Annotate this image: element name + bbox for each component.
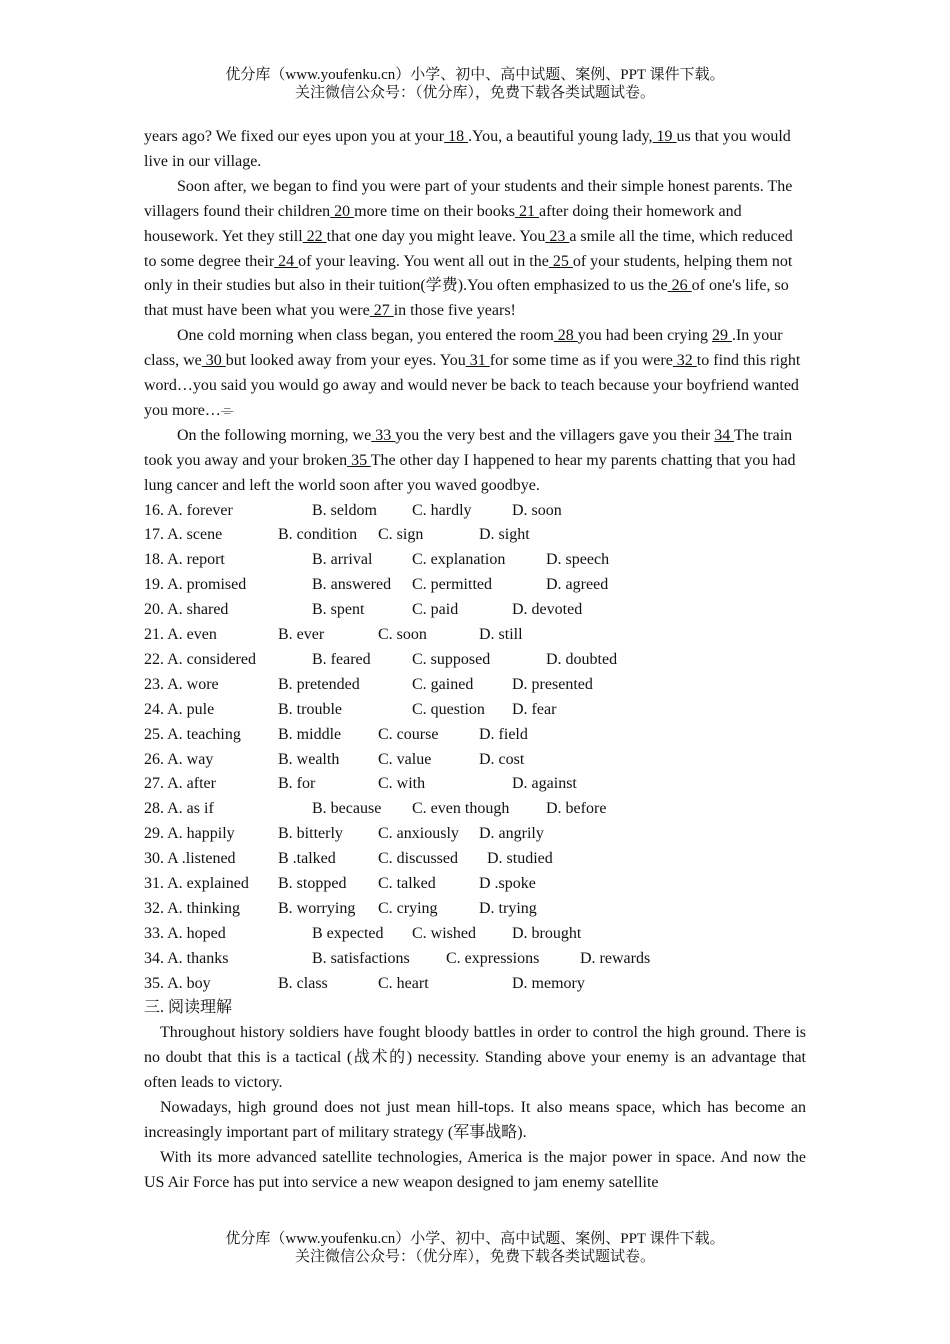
text: On the following morning, we: [177, 426, 372, 444]
text: The other day I happened to hear my parents chatting that you had lung cancer and left the world soon after you waved goodbye.: [144, 451, 796, 494]
option-row: [144, 872, 806, 897]
option-b: B. class: [278, 974, 328, 992]
option-b: B. satisfactions: [312, 949, 410, 967]
option-c: C. paid: [412, 601, 459, 619]
text: The train took you away and your broken: [144, 426, 793, 469]
option-b: B. stopped: [278, 874, 347, 892]
option-row: [144, 573, 806, 598]
option-d: D. angrily: [479, 825, 544, 843]
option-c: C. discussed: [378, 850, 458, 868]
page-footer: [0, 1230, 950, 1266]
text: in those five years!: [393, 302, 516, 320]
option-c: C. permitted: [412, 576, 492, 594]
document-body: [144, 125, 806, 1196]
option-a: 28. A. as if: [144, 800, 214, 818]
reading-paragraph-2: Nowadays, high ground does not just mean hill-tops. It also means space, which has become an increasingly important part of military strategy (军事战略).: [144, 1099, 806, 1141]
text: of one's life, so that must have been what you were: [144, 277, 789, 320]
option-row: [144, 972, 806, 997]
option-d: D. speech: [546, 551, 610, 569]
header-line-2: 关注微信公众号：（优分库），免费下载各类试题试卷。: [294, 85, 655, 101]
option-b: B. middle: [278, 725, 342, 743]
blank-28: 28: [553, 327, 578, 345]
option-b: B expected: [312, 924, 384, 942]
text: but looked away from your eyes. You: [225, 352, 466, 370]
blank-18: 18: [444, 128, 469, 145]
blank-32: 32: [672, 352, 697, 370]
option-d: D. doubted: [546, 650, 618, 668]
blank-24: 24: [274, 252, 299, 270]
option-a: 25. A. teaching: [144, 725, 241, 743]
option-b: B. seldom: [312, 501, 377, 519]
option-row: [144, 723, 806, 748]
option-d: D. soon: [512, 501, 562, 519]
option-b: B. wealth: [278, 750, 340, 768]
text: more time on their books: [354, 202, 516, 220]
option-c: C. crying: [378, 899, 438, 917]
text: us that you would live in our village.: [144, 128, 791, 170]
option-c: C. explanation: [412, 551, 506, 569]
option-d: D. trying: [479, 899, 537, 917]
text: years ago? We fixed our eyes upon you at your: [144, 128, 445, 145]
blank-20: 20: [330, 202, 355, 220]
text: of your students, helping them not only in their studies but also in their tuition(学费).You often emphasized to us the: [144, 252, 793, 295]
text: a smile all the time, which reduced to some degree their: [144, 227, 793, 270]
option-c: C. supposed: [412, 650, 491, 668]
text: for some time as if you were: [489, 352, 673, 370]
option-a: 34. A. thanks: [144, 949, 229, 967]
option-c: C. with: [378, 775, 426, 793]
blank-23: 23: [545, 227, 570, 245]
option-a: 31. A. explained: [144, 874, 249, 892]
option-row: [144, 847, 806, 872]
option-row: [144, 523, 806, 548]
option-b: B. pretended: [278, 675, 360, 693]
blank-26: 26: [667, 277, 692, 295]
option-a: 27. A. after: [144, 775, 216, 793]
option-c: C. soon: [378, 626, 427, 644]
option-a: 24. A. pule: [144, 700, 215, 718]
option-d: D. presented: [512, 675, 593, 693]
option-b: B. ever: [278, 626, 325, 644]
blank-19: 19: [652, 128, 677, 145]
blank-25: 25: [548, 252, 573, 270]
option-b: B. because: [312, 800, 382, 818]
option-a: 26. A. way: [144, 750, 214, 768]
text: that one day you might leave. You: [326, 227, 546, 245]
blank-35: 35: [347, 451, 371, 469]
option-row: [144, 947, 806, 972]
option-a: 23. A. wore: [144, 675, 219, 693]
option-b: B. worrying: [278, 899, 356, 917]
option-a: 30. A .listened: [144, 850, 236, 868]
option-d: D. cost: [479, 750, 525, 768]
reading-paragraph-3: With its more advanced satellite technologies, America is the major power in space. And now the US Air Force has put into service a new weapon designed to jam enemy satellite: [144, 1148, 806, 1191]
option-row: [144, 772, 806, 797]
option-a: 20. A. shared: [144, 601, 229, 619]
option-b: B. spent: [312, 601, 365, 619]
option-c: C. even though: [412, 800, 510, 818]
option-c: C. value: [378, 750, 432, 768]
option-row: [144, 598, 806, 623]
option-d: D. fear: [512, 700, 557, 718]
option-c: C. question: [412, 700, 485, 718]
passage-paragraph-1: [144, 125, 806, 175]
text: One cold morning when class began, you entered the room: [177, 327, 554, 345]
blank-21: 21: [515, 202, 540, 220]
text: .In your class, we: [144, 327, 783, 370]
option-b: B. condition: [278, 526, 358, 544]
option-b: B. arrival: [312, 551, 373, 569]
text: to find this right word…you said you would go away and would never be back to teach because your boyfriend wanted you more…⌯: [144, 352, 801, 419]
option-a: 18. A. report: [144, 551, 225, 569]
option-a: 35. A. boy: [144, 974, 211, 992]
passage-paragraph-4: [144, 424, 806, 499]
text: .You, a beautiful young lady,: [468, 128, 653, 145]
option-d: D. field: [479, 725, 528, 743]
blank-30: 30: [201, 352, 226, 370]
option-c: C. course: [378, 725, 439, 743]
option-row: [144, 499, 806, 524]
text: of your leaving. You went all out in the: [298, 252, 549, 270]
option-c: C. anxiously: [378, 825, 459, 843]
reading-paragraph-1: Throughout history soldiers have fought bloody battles in order to control the high ground. There is no doubt that this is a tactical (战术的) necessity. Standing above your enemy is an advantage that often leads to victory.: [144, 1024, 806, 1092]
option-d: D. memory: [512, 974, 585, 992]
option-c: C. wished: [412, 924, 476, 942]
option-row: [144, 797, 806, 822]
option-row: [144, 623, 806, 648]
page-header: [0, 66, 950, 102]
option-b: B. answered: [312, 576, 392, 594]
option-b: B. bitterly: [278, 825, 343, 843]
option-d: D. against: [512, 775, 577, 793]
text: you the very best and the villagers gave you their: [395, 426, 715, 444]
option-d: D. devoted: [512, 601, 583, 619]
option-row: [144, 548, 806, 573]
option-d: D. studied: [487, 850, 553, 868]
footer-line-2: 关注微信公众号：（优分库），免费下载各类试题试卷。: [294, 1249, 655, 1265]
option-a: 29. A. happily: [144, 825, 235, 843]
option-row: [144, 822, 806, 847]
blank-34: 34: [714, 426, 734, 444]
option-b: B. trouble: [278, 700, 342, 718]
option-d: D. sight: [479, 526, 530, 544]
option-a: 17. A. scene: [144, 526, 223, 544]
option-c: C. hardly: [412, 501, 472, 519]
option-c: C. heart: [378, 974, 429, 992]
section-title: 三. 阅读理解: [144, 999, 233, 1017]
option-row: [144, 673, 806, 698]
option-row: [144, 748, 806, 773]
blank-27: 27: [369, 302, 394, 320]
option-a: 22. A. considered: [144, 650, 256, 668]
option-c: C. gained: [412, 675, 474, 693]
text: you had been crying: [577, 327, 712, 345]
passage-paragraph-3: [144, 324, 806, 424]
option-row: [144, 922, 806, 947]
option-b: B. feared: [312, 650, 371, 668]
option-c: C. sign: [378, 526, 424, 544]
option-a: 16. A. forever: [144, 501, 233, 519]
blank-31: 31: [465, 352, 490, 370]
header-line-1: 优分库（www.youfenku.cn）小学、初中、高中试题、案例、PPT 课件下载。: [225, 67, 725, 83]
option-c: C. expressions: [446, 949, 540, 967]
option-d: D. before: [546, 800, 607, 818]
footer-line-1: 优分库（www.youfenku.cn）小学、初中、高中试题、案例、PPT 课件下载。: [225, 1231, 725, 1247]
option-row: [144, 897, 806, 922]
option-b: B .talked: [278, 850, 336, 868]
option-d: D. rewards: [580, 949, 651, 967]
option-a: 19. A. promised: [144, 576, 247, 594]
passage-paragraph-2: [144, 175, 806, 324]
option-row: [144, 698, 806, 723]
blank-29: 29: [711, 327, 732, 345]
options-list: [144, 499, 806, 997]
option-a: 32. A. thinking: [144, 899, 241, 917]
option-d: D. agreed: [546, 576, 609, 594]
option-a: 33. A. hoped: [144, 924, 226, 942]
option-a: 21. A. even: [144, 626, 217, 644]
blank-22: 22: [302, 227, 327, 245]
text: Soon after, we began to find you were part of your students and their simple honest parents. The villagers found their children: [144, 177, 793, 220]
option-row: [144, 648, 806, 673]
option-d: D. brought: [512, 924, 582, 942]
option-b: B. for: [278, 775, 316, 793]
option-c: C. talked: [378, 874, 436, 892]
text: after doing their homework and housework. Yet they still: [144, 202, 742, 245]
option-d: D. still: [479, 626, 523, 644]
option-d: D .spoke: [479, 874, 536, 892]
blank-33: 33: [371, 426, 396, 444]
